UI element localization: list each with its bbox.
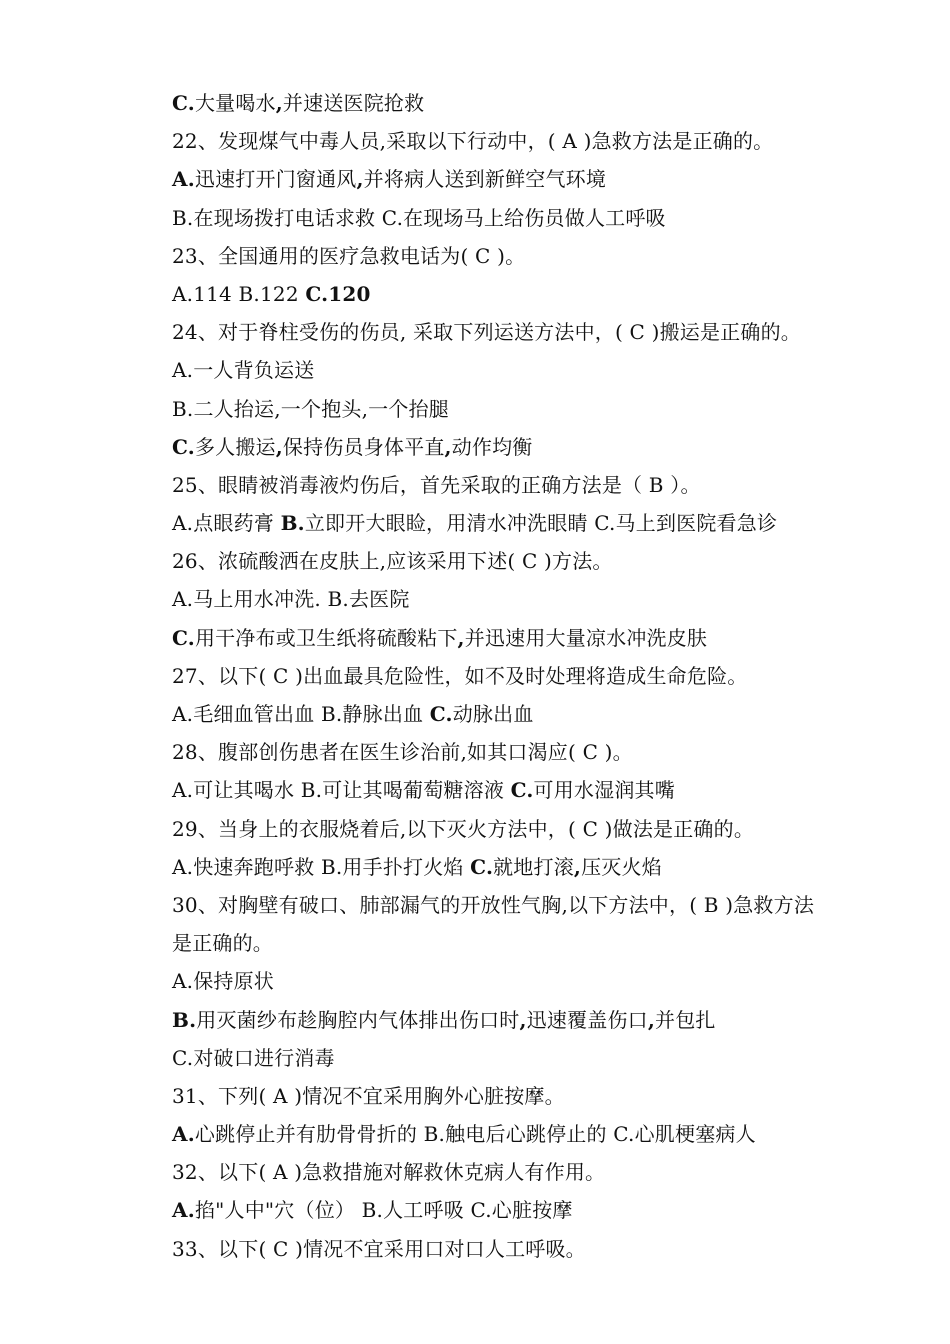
text-line: [172, 390, 872, 428]
text-segment: 立即开大眼睑，用清水冲洗眼睛 C.马上到医院看急诊: [304, 511, 778, 536]
bold-text-segment: ,: [647, 1007, 656, 1032]
text-line: [172, 1230, 872, 1268]
text-line: [172, 1191, 872, 1229]
text-line: [172, 428, 872, 466]
text-segment: A.保持原状: [172, 969, 275, 994]
text-segment: 多人搬运: [194, 434, 276, 459]
text-segment: 掐"人中"穴（位） B.人工呼吸 C.心脏按摩: [194, 1198, 573, 1223]
text-segment: A.一人背负运送: [172, 358, 315, 383]
bold-text-segment: B.: [280, 511, 305, 536]
text-line: [172, 313, 872, 351]
text-segment: 23、全国通用的医疗急救电话为( C )。: [172, 243, 526, 268]
text-line: [172, 84, 872, 122]
text-segment: 并包扎: [655, 1007, 716, 1032]
text-line: [172, 1115, 872, 1153]
text-line: [172, 962, 872, 1000]
text-segment: 动作均衡: [451, 434, 533, 459]
text-segment: 可用水湿润其嘴: [533, 778, 675, 803]
text-line: [172, 199, 872, 237]
text-line: [172, 1153, 872, 1191]
bold-text-segment: C.: [172, 91, 195, 115]
text-line: [172, 771, 872, 809]
text-segment: 27、以下( C )出血最具危险性，如不及时处理将造成生命危险。: [172, 663, 748, 688]
text-segment: A.可让其喝水 B.可让其喝葡萄糖溶液: [172, 778, 511, 803]
text-segment: 迅速打开门窗通风: [194, 167, 357, 192]
text-segment: 26、浓硫酸洒在皮肤上,应该采用下述( C )方法。: [172, 549, 613, 574]
text-line: [172, 848, 872, 886]
text-line: [172, 657, 872, 695]
text-segment: 30、对胸壁有破口、肺部漏气的开放性气胸,以下方法中，( B )急救方法: [172, 892, 815, 917]
text-segment: 28、腹部创伤患者在医生诊治前,如其口渴应( C )。: [172, 740, 633, 765]
bold-text-segment: ,: [356, 167, 364, 192]
text-line: [172, 924, 872, 962]
text-line: [172, 733, 872, 771]
bold-text-segment: ,: [457, 625, 465, 650]
bold-text-segment: ,: [573, 854, 582, 879]
bold-text-segment: ,: [444, 434, 452, 459]
bold-text-segment: C.: [429, 702, 453, 726]
text-segment: 保持伤员身体平直: [282, 434, 445, 459]
text-segment: 并将病人送到新鲜空气环境: [363, 167, 607, 192]
bold-text-segment: C.: [172, 434, 195, 459]
text-segment: C.对破口进行消毒: [172, 1045, 335, 1070]
text-line: [172, 619, 872, 657]
text-segment: B.在现场拨打电话求救 C.在现场马上给伤员做人工呼吸: [172, 205, 666, 230]
text-line: [172, 542, 872, 580]
text-segment: A.点眼药膏: [172, 511, 281, 536]
text-segment: 用干净布或卫生纸将硫酸粘下: [194, 625, 458, 650]
text-line: [172, 466, 872, 504]
text-line: [172, 886, 872, 924]
text-segment: 29、当身上的衣服烧着后,以下灭火方法中，( C )做法是正确的。: [172, 816, 755, 841]
text-segment: 并速送医院抢救: [282, 91, 425, 115]
text-line: [172, 1039, 872, 1077]
text-line: [172, 237, 872, 275]
bold-text-segment: B.: [172, 1007, 197, 1032]
text-segment: 动脉出血: [452, 702, 534, 726]
bold-text-segment: ,: [519, 1007, 527, 1032]
text-line: [172, 160, 872, 198]
text-line: [172, 351, 872, 389]
text-segment: 31、下列( A )情况不宜采用胸外心脏按摩。: [172, 1083, 565, 1108]
text-segment: 33、以下( C )情况不宜采用口对口人工呼吸。: [172, 1236, 586, 1261]
document-body: [172, 84, 872, 1268]
bold-text-segment: A.: [172, 167, 195, 192]
bold-text-segment: C.: [172, 625, 195, 650]
text-segment: 就地打滚: [493, 854, 574, 879]
bold-text-segment: A.: [172, 1198, 195, 1223]
text-segment: 并迅速用大量凉水冲洗皮肤: [464, 625, 708, 650]
text-segment: 22、发现煤气中毒人员,采取以下行动中，( A )急救方法是正确的。: [172, 129, 774, 154]
bold-text-segment: A.: [172, 1122, 195, 1147]
text-segment: 压灭火焰: [581, 854, 662, 879]
text-segment: 心跳停止并有肋骨骨折的 B.触电后心跳停止的 C.心肌梗塞病人: [194, 1122, 756, 1147]
text-segment: 32、以下( A )急救措施对解救休克病人有作用。: [172, 1160, 606, 1185]
text-segment: A.毛细血管出血 B.静脉出血: [172, 702, 430, 726]
text-line: [172, 1077, 872, 1115]
text-segment: 大量喝水: [194, 91, 276, 115]
text-line: [172, 275, 872, 313]
bold-text-segment: ,: [275, 91, 283, 115]
text-line: [172, 580, 872, 618]
text-line: [172, 810, 872, 848]
text-line: [172, 504, 872, 542]
bold-text-segment: C.: [510, 778, 534, 803]
text-segment: 25、眼睛被消毒液灼伤后，首先采取的正确方法是（ B ）。: [172, 472, 701, 497]
text-segment: 迅速覆盖伤口: [526, 1007, 648, 1032]
bold-text-segment: C.120: [305, 281, 371, 306]
text-segment: A.马上用水冲洗. B.去医院: [172, 587, 410, 612]
text-segment: A.快速奔跑呼救 B.用手扑打火焰: [172, 854, 471, 879]
text-line: [172, 122, 872, 160]
text-line: [172, 695, 872, 733]
text-segment: B.二人抬运,一个抱头,一个抬腿: [172, 396, 449, 421]
text-segment: 用灭菌纱布趁胸腔内气体排出伤口时: [196, 1007, 520, 1032]
text-segment: A.114 B.122: [172, 281, 306, 306]
bold-text-segment: C.: [470, 854, 494, 879]
text-segment: 是正确的。: [172, 931, 273, 956]
bold-text-segment: ,: [275, 434, 283, 459]
text-line: [172, 1001, 872, 1039]
text-segment: 24、对于脊柱受伤的伤员, 采取下列运送方法中，( C )搬运是正确的。: [172, 320, 801, 345]
